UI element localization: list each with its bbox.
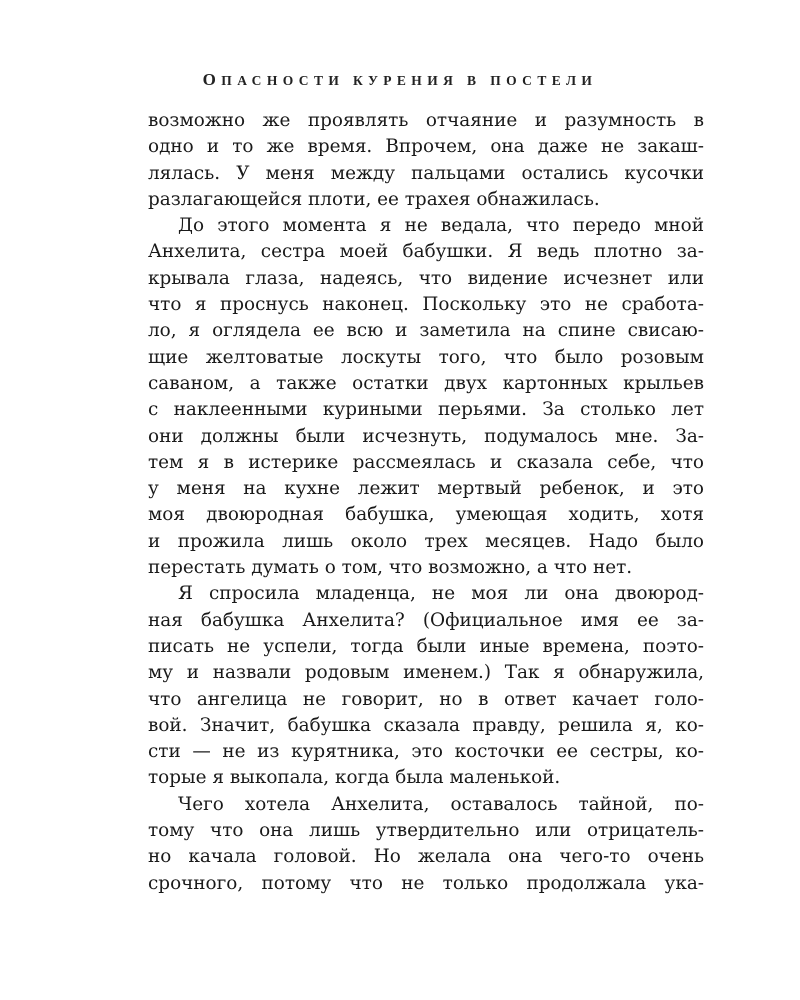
text-line: му и назвали родовым именем.) Так я обнаружила, [148, 662, 704, 684]
text-line: возможно же проявлять отчаяние и разумность в [148, 110, 704, 131]
text-line: они должны были исчезнуть, подумалось мне. За- [148, 425, 704, 447]
text-line: перестать думать о том, что возможно, а что нет. [148, 557, 633, 579]
running-head: ОПАСНОСТИ КУРЕНИЯ В ПОСТЕЛИ [202, 70, 598, 89]
paragraph [148, 213, 704, 581]
text-line: с наклеенными куриными перьями. За столько лет [148, 399, 704, 421]
text-line: тому что она лишь утвердительно или отрицатель- [148, 820, 704, 842]
text-line: что ангелица не говорит, но в ответ качает голо- [148, 688, 704, 710]
text-line: но качала головой. Но желала она чего-то очень [148, 846, 704, 868]
text-line: вой. Значит, бабушка сказала правду, решила я, ко- [148, 714, 704, 736]
paragraph [148, 581, 704, 791]
text-line: торые я выкопала, когда была маленькой. [148, 767, 561, 789]
text-line: одно и то же время. Впрочем, она даже не закаш- [148, 136, 704, 158]
text-line: тем я в истерике рассмеялась и сказала себе, что [148, 451, 704, 473]
body-text [148, 108, 704, 897]
text-line: у меня на кухне лежит мертвый ребенок, и это [148, 478, 704, 500]
text-line: ная бабушка Анхелита? (Официальное имя ее за- [148, 609, 704, 631]
text-line: саваном, а также остатки двух картонных крыльев [148, 372, 704, 394]
text-line: ло, я оглядела ее всю и заметила на спине свисаю- [148, 320, 704, 342]
text-line: Я спросила младенца, не моя ли она двоюрод- [178, 583, 704, 605]
text-line: писать не успели, тогда были иные времена, поэто- [148, 635, 704, 657]
paragraph [148, 792, 704, 897]
text-line: Чего хотела Анхелита, оставалось тайной, по- [178, 793, 704, 815]
text-line: срочного, потому что не только продолжала ука- [148, 872, 704, 894]
text-line: щие желтоватые лоскуты того, что было розовым [148, 346, 704, 368]
text-line: сти — не из курятника, это косточки ее сестры, ко- [148, 741, 704, 763]
text-line: лялась. У меня между пальцами остались кусочки [148, 162, 704, 184]
text-line: и прожила лишь около трех месяцев. Надо было [148, 530, 704, 552]
text-line: крывала глаза, надеясь, что видение исчезнет или [148, 267, 704, 289]
text-line: разлагающейся плоти, ее трахея обнажилась. [148, 188, 600, 210]
text-line: До этого момента я не ведала, что передо мной [178, 215, 704, 237]
text-line: Анхелита, сестра моей бабушки. Я ведь плотно за- [148, 241, 704, 263]
text-line: моя двоюродная бабушка, умеющая ходить, хотя [148, 504, 704, 526]
paragraph [148, 108, 704, 213]
text-line: что я проснусь наконец. Поскольку это не сработа- [148, 294, 704, 316]
